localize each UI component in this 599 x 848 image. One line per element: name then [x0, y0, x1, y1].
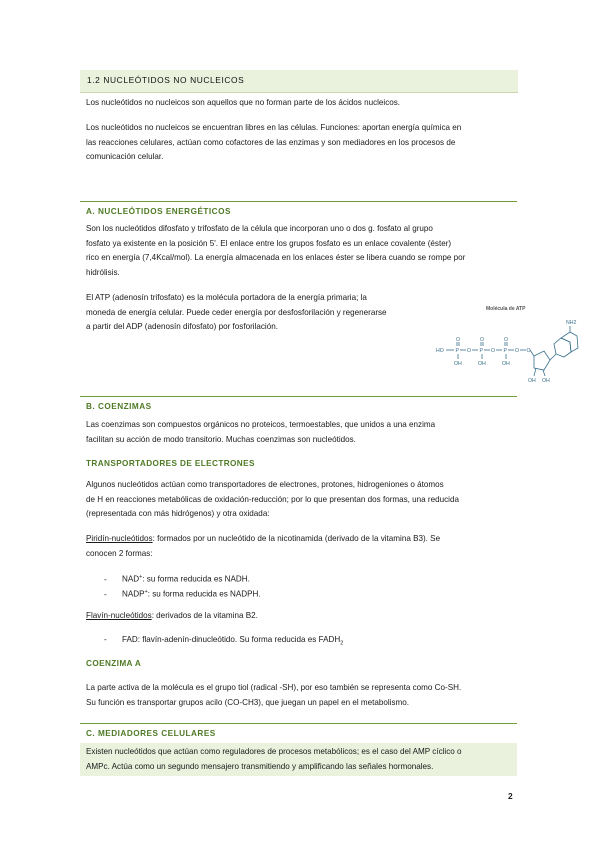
- section-divider: [80, 723, 517, 724]
- text-line: moneda de energía celular. Puede ceder energía por desfosforilación y regenerarse: [86, 307, 387, 317]
- list-item: - NADP+: su forma reducida es NADPH.: [104, 589, 261, 599]
- subsection-title: TRANSPORTADORES DE ELECTRONES: [86, 459, 255, 468]
- superscript: +: [144, 589, 148, 595]
- text-line: a partir del ADP (adenosín difosfato) por fosforilación.: [86, 322, 278, 332]
- atom-label: OH: [502, 361, 510, 367]
- subsection-title: COENZIMA A: [86, 659, 142, 668]
- paragraph: [86, 222, 516, 280]
- text-line: comunicación celular.: [86, 152, 164, 162]
- paragraph: [86, 121, 516, 165]
- text-line: AMPc. Actúa como un segundo mensajero transmitiendo y amplificando las señales hormonales.: [86, 761, 434, 771]
- text-line: rico en energía (7,4Kcal/mol). La energía almacenada en los enlaces éster se libera cuando se rompe por: [86, 253, 466, 263]
- atom-label: OH: [478, 361, 486, 367]
- atom-label: OH: [542, 378, 550, 384]
- term-label: Flavín-nucleótidos: [86, 611, 152, 620]
- paragraph: [86, 532, 516, 561]
- atom-label: O: [480, 337, 485, 343]
- text-line: Son los nucleótidos difosfato y trifosfato de la célula que incorporan uno o dos g. fosfato al grupo: [86, 224, 433, 233]
- term-label: Piridín-nucleótidos: [86, 534, 153, 543]
- paragraph: [86, 478, 516, 522]
- atom-label: O: [491, 348, 496, 354]
- atom-label: O: [467, 348, 472, 354]
- text-line: La parte activa de la molécula es el grupo tiol (radical -SH), por eso también se representa como Co-SH.: [86, 683, 462, 692]
- section-divider: [80, 201, 517, 202]
- paragraph: [86, 291, 426, 335]
- term-text: : derivados de la vitamina B2.: [151, 611, 258, 620]
- atom-label: P: [503, 348, 507, 354]
- text-line: Algunos nucleótidos actúan como transportadores de electrones, protones, hidrogeniones o átomos: [86, 480, 444, 489]
- text-line: (representada con más hidrógenos) y otra oxidada:: [86, 509, 270, 519]
- section-title: B. COENZIMAS: [86, 402, 152, 411]
- text-line: Su función es transportar grupos acilo (CO-CH3), que juegan un papel en el metabolismo.: [86, 697, 410, 707]
- atom-label: OH: [454, 361, 462, 367]
- list-item: - FAD: flavín-adenín-dinucleótido. Su forma reducida es $FADH_2$: [104, 635, 344, 647]
- list-text: : su forma reducida es NADH.: [142, 574, 250, 584]
- atom-label: O: [456, 337, 461, 343]
- atom-label: O: [504, 337, 509, 343]
- atom-label: P: [479, 348, 483, 354]
- atom-label: P: [455, 348, 459, 354]
- list-text: : su forma reducida es NADPH.: [147, 589, 261, 599]
- list-item: - NAD+: su forma reducida es NADH.: [104, 574, 250, 584]
- text-line: de H en reacciones metabólicas de oxidación-reducción; por lo que presentan dos formas, una reducida: [86, 494, 459, 504]
- list-text: NAD: [122, 574, 140, 584]
- section-divider: [80, 396, 517, 397]
- text-line: conocen 2 formas:: [86, 548, 153, 558]
- text-line: fosfato ya existente en la posición 5'. El enlace entre los grupos fosfato es un enlace covalente (éster): [86, 238, 452, 248]
- paragraph: [86, 418, 516, 447]
- atom-label: HO: [436, 348, 444, 354]
- section-title: 1.2 NUCLEÓTIDOS NO NUCLEICOS: [87, 75, 245, 85]
- paragraph: [86, 681, 516, 710]
- text-line: hidrólisis.: [86, 267, 120, 277]
- paragraph: [86, 609, 516, 624]
- list-text: NADP: [122, 589, 145, 599]
- term-text: : formados por un nucleótido de la nicotinamida (derivado de la vitamina B3). Se: [152, 534, 441, 543]
- paragraph: Los nucleótidos no nucleicos son aquellos que no forman parte de los ácidos nucleicos.: [86, 98, 401, 107]
- text-line: las reacciones celulares, actúan como cofactores de las enzimas y son mediadores en los procesos de: [86, 137, 456, 147]
- text-line: El ATP (adenosín trifosfato) es la molécula portadora de la energía primaria; la: [86, 293, 367, 302]
- atp-molecule-figure: [430, 300, 580, 390]
- superscript: +: [139, 574, 143, 580]
- text-line: Existen nucleótidos que actúan como reguladores de procesos metabólicos; es el caso del AMP cíclico o: [86, 747, 462, 756]
- atom-label: O: [515, 348, 520, 354]
- section-title: A. NUCLEÓTIDOS ENERGÉTICOS: [86, 207, 231, 216]
- section-title: C. MEDIADORES CELULARES: [86, 729, 216, 738]
- paragraph: [86, 745, 516, 774]
- atom-label: O: [526, 348, 531, 354]
- text-line: facilitan su acción de modo transitorio. Muchas coenzimas son nucleótidos.: [86, 434, 356, 444]
- list-text: FAD: flavín-adenín-dinucleótido. Su forma reducida es FADH: [122, 635, 341, 644]
- text-line: Las coenzimas son compuestos orgánicos no proteicos, termoestables, que unidos a una enzima: [86, 420, 436, 429]
- atom-label: OH: [528, 378, 536, 384]
- subscript: 2: [340, 640, 344, 647]
- page-number: 2: [508, 791, 513, 801]
- molecule-bonds: [446, 326, 578, 376]
- text-line: [86, 532, 516, 547]
- text-line: Los nucleótidos no nucleicos se encuentran libres en las células. Funciones: aportan energía química en: [86, 123, 462, 132]
- section-header: [80, 70, 518, 93]
- figure-caption: Molécula de ATP: [486, 306, 526, 312]
- atom-label: NH2: [566, 320, 577, 326]
